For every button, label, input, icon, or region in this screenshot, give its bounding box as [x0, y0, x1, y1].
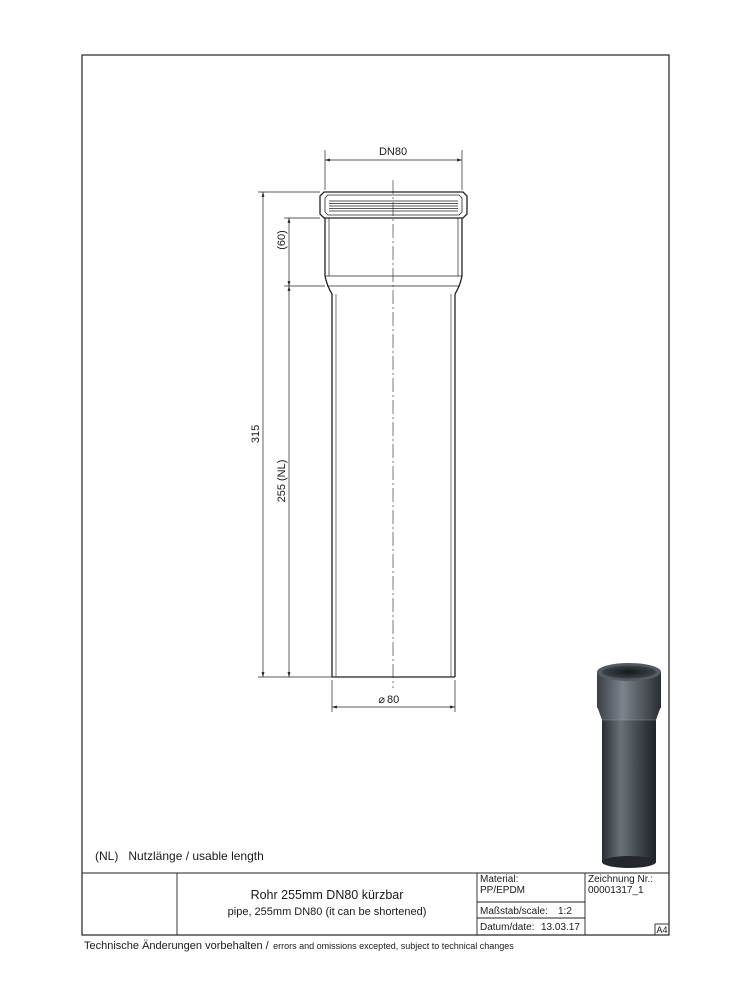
date-value: 13.03.17	[541, 922, 580, 933]
title-en: pipe, 255mm DN80 (it can be shortened)	[227, 906, 427, 918]
drawing-no-label: Zeichnung Nr.:	[588, 874, 654, 885]
taper-right	[455, 276, 462, 294]
disclaimer-en: errors and omissions excepted, subject to technical changes	[273, 941, 514, 951]
material-label: Material:	[480, 874, 519, 885]
dim-socket-label: (60)	[276, 230, 288, 250]
pipe-3d-mouth	[602, 666, 656, 679]
pipe-elevation	[320, 180, 467, 688]
scale-value: 1:2	[558, 906, 572, 917]
dim-overall-label: 315	[250, 424, 262, 444]
footer-disclaimer	[84, 936, 514, 954]
seal-ribs	[329, 201, 458, 211]
disclaimer-de: Technische Änderungen vorbehalten /	[84, 940, 269, 952]
legend-note: (NL) Nutzlänge / usable length	[95, 849, 264, 863]
diameter-symbol: ⌀	[378, 694, 385, 706]
drawing-no-value: 00001317_1	[588, 885, 644, 896]
title-de: Rohr 255mm DN80 kürzbar	[250, 888, 404, 902]
dim-dn80-label: DN80	[378, 146, 408, 158]
dim-diameter-label: 80	[387, 694, 400, 706]
material-value: PP/EPDM	[480, 885, 526, 896]
sheet-size: A4	[656, 925, 668, 935]
scale-label: Maßstab/scale:	[480, 906, 548, 917]
drawing-frame	[82, 55, 669, 935]
socket-collar-inner	[325, 195, 462, 215]
socket-collar	[320, 192, 467, 218]
pipe-3d-render	[597, 663, 661, 868]
taper-left	[325, 276, 332, 294]
date-label: Datum/date:	[480, 922, 535, 933]
title-block-lines	[82, 873, 669, 935]
dim-usable-label: 255 (NL)	[276, 459, 288, 503]
pipe-3d-socket-taper	[597, 706, 661, 720]
dimension-lines	[258, 150, 462, 712]
pipe-3d-bottom	[602, 856, 656, 868]
pipe-3d-body	[602, 698, 656, 862]
